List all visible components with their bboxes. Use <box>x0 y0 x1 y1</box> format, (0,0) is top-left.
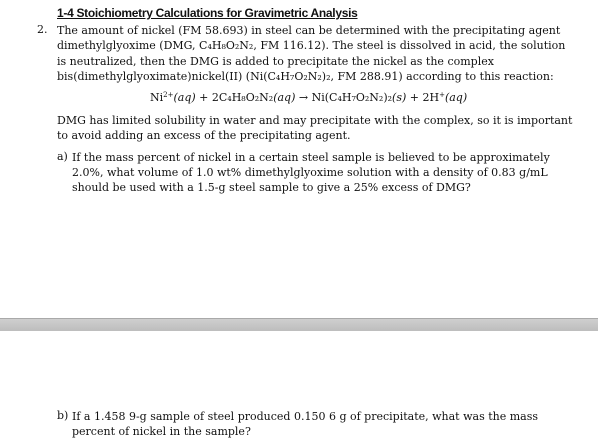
page-divider <box>0 318 598 332</box>
product-hydrogen: 2H <box>422 91 440 104</box>
reaction-arrow-icon: → <box>295 91 312 104</box>
reaction-equation <box>150 91 467 104</box>
hydrogen-charge: + <box>439 91 445 99</box>
section-heading: 1-4 Stoichiometry Calculations for Gravimetric Analysis <box>57 6 358 20</box>
part-a-text: If the mass percent of nickel in a certain steel sample is believed to be approximately 2.0%, what volume of 1.0 wt% dimethylglyoxime solution with a density of 0.83 g/mL should be used with a 1.5-g steel sample to give a 25% excess of DMG? <box>72 151 550 194</box>
question-text: The amount of nickel (FM 58.693) in steel can be determined with the precipitating agent dimethylglyoxime (DMG, C₄H₈O₂N₂, FM 116.12). The steel is dissolved in acid, the solution is neutralized, then the DMG is added to precipitate the nickel as the complex bis(dimethylglyoximate)nickel(II) (Ni(C₄H₇O₂N₂)₂, FM 288.91) according to this reaction: <box>57 24 566 84</box>
state-aq-3: (aq) <box>444 91 468 104</box>
state-solid: (s) <box>392 91 407 104</box>
state-aq-1: (aq) <box>173 91 196 104</box>
part-b-label: b) <box>57 409 69 422</box>
reactant-dmg: 2C₄H₈O₂N₂ <box>211 91 274 104</box>
state-aq-2: (aq) <box>273 91 296 104</box>
plus-2: + <box>406 91 423 104</box>
plus-1: + <box>195 91 212 104</box>
nickel-charge: 2+ <box>163 91 174 99</box>
product-complex: Ni(C₄H₇O₂N₂)₂ <box>311 91 393 104</box>
part-a-label: a) <box>57 150 68 163</box>
reactant-nickel: Ni <box>150 91 164 104</box>
worksheet-page-bottom <box>0 331 598 443</box>
part-b-text: If a 1.458 9-g sample of steel produced 0.150 6 g of precipitate, what was the mass percent of nickel in the sample? <box>72 410 538 438</box>
solubility-note: DMG has limited solubility in water and may precipitate with the complex, so it is important to avoid adding an excess of the precipitating agent. <box>57 114 573 142</box>
question-number: 2. <box>37 23 48 36</box>
